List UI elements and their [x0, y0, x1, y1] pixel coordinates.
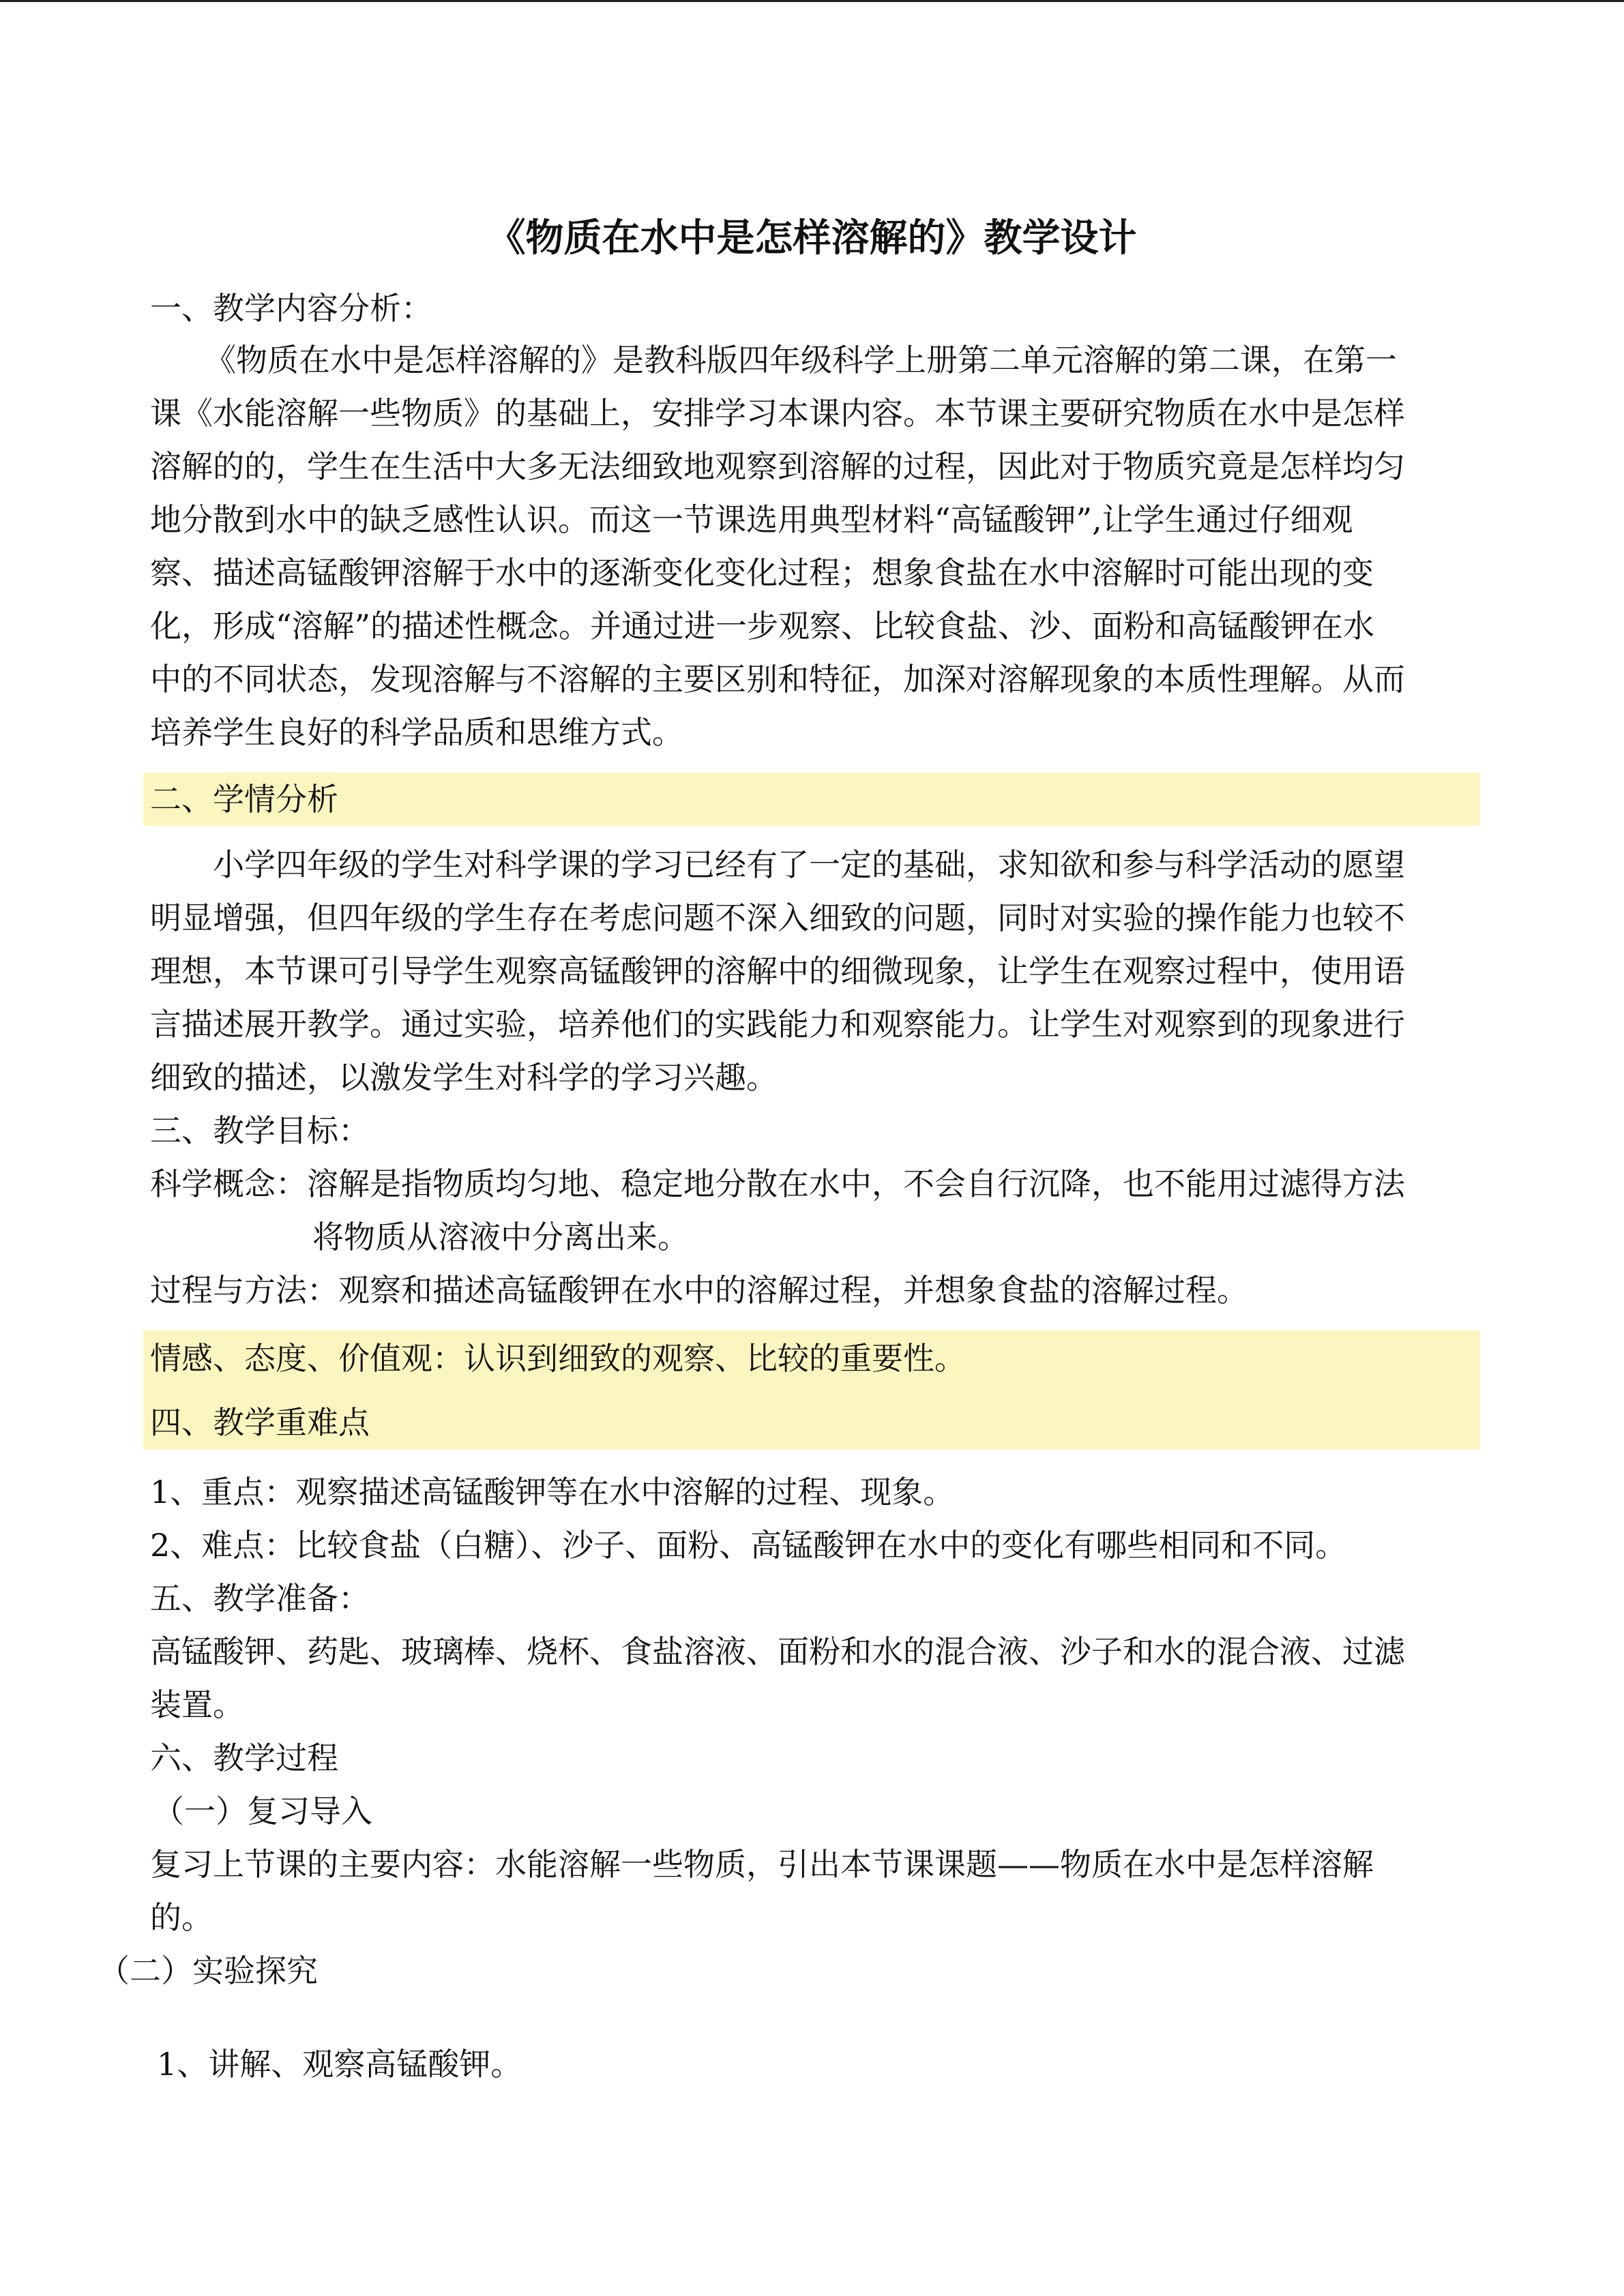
- process-method-line: 过程与方法：观察和描述高锰酸钾在水中的溶解过程，并想象食盐的溶解过程。: [150, 1272, 1248, 1309]
- document-title: 《物质在水中是怎样溶解的》教学设计: [487, 216, 1137, 260]
- section-1-line: 溶解的的，学生在生活中大多无法细致地观察到溶解的过程，因此对于物质究竟是怎样均匀: [150, 448, 1405, 485]
- section-4-heading: 四、教学重难点: [150, 1404, 370, 1441]
- preparation-line: 装置。: [150, 1686, 244, 1723]
- review-line: 复习上节课的主要内容：水能溶解一些物质，引出本节课课题——物质在水中是怎样溶解: [150, 1846, 1374, 1883]
- section-2-line: 言描述展开教学。通过实验，培养他们的实践能力和观察能力。让学生对观察到的现象进行: [150, 1006, 1405, 1043]
- section-1-line: 中的不同状态，发现溶解与不溶解的主要区别和特征，加深对溶解现象的本质性理解。从而: [150, 661, 1405, 698]
- section-1-line: 培养学生良好的科学品质和思维方式。: [150, 714, 683, 751]
- science-concept-line: 科学概念：溶解是指物质均匀地、稳定地分散在水中，不会自行沉降，也不能用过滤得方法: [150, 1165, 1405, 1202]
- section-2-line: 小学四年级的学生对科学课的学习已经有了一定的基础，求知欲和参与科学活动的愿望: [213, 846, 1405, 883]
- section-2-line: 理想，本节课可引导学生观察高锰酸钾的溶解中的细微现象，让学生在观察过程中，使用语: [150, 953, 1405, 989]
- section-1-line: 察、描述高锰酸钾溶解于水中的逐渐变化变化过程；想象食盐在水中溶解时可能出现的变: [150, 554, 1374, 591]
- section-1-line: 地分散到水中的缺乏感性认识。而这一节课选用典型材料“高锰酸钾”,让学生通过仔细观: [150, 501, 1353, 538]
- section-1-line: 化，形成“溶解”的描述性概念。并通过进一步观察、比较食盐、沙、面粉和高锰酸钾在水: [150, 608, 1375, 644]
- preparation-line: 高锰酸钾、药匙、玻璃棒、烧杯、食盐溶液、面粉和水的混合液、沙子和水的混合液、过滤: [150, 1633, 1405, 1670]
- difficult-point-line: 2、难点：比较食盐（白糖）、沙子、面粉、高锰酸钾在水中的变化有哪些相同和不同。: [150, 1527, 1347, 1564]
- section-2-heading: 二、学情分析: [150, 781, 338, 818]
- section-1-heading: 一、教学内容分析：: [150, 290, 432, 327]
- subsection-review-heading: （一）复习导入: [153, 1793, 372, 1830]
- section-1-line: 《物质在水中是怎样溶解的》是教科版四年级科学上册第二单元溶解的第二课，在第一: [205, 342, 1397, 378]
- section-5-heading: 五、教学准备：: [150, 1580, 370, 1617]
- experiment-step-line: 1、讲解、观察高锰酸钾。: [157, 2046, 522, 2083]
- section-2-line: 明显增强，但四年级的学生存在考虑问题不深入细致的问题，同时对实验的操作能力也较不: [150, 899, 1405, 936]
- section-6-heading: 六、教学过程: [150, 1740, 338, 1776]
- emotion-attitude-line: 情感、态度、价值观：认识到细致的观察、比较的重要性。: [150, 1340, 966, 1377]
- review-line: 的。: [150, 1899, 213, 1936]
- subsection-experiment-heading: （二）实验探究: [98, 1952, 318, 1989]
- science-concept-line: 将物质从溶液中分离出来。: [312, 1219, 689, 1255]
- key-point-line: 1、重点：观察描述高锰酸钾等在水中溶解的过程、现象。: [150, 1474, 955, 1510]
- section-2-line: 细致的描述，以激发学生对科学的学习兴趣。: [150, 1059, 778, 1096]
- section-3-heading: 三、教学目标：: [150, 1112, 370, 1149]
- section-1-line: 课《水能溶解一些物质》的基础上，安排学习本课内容。本节课主要研究物质在水中是怎样: [150, 395, 1405, 432]
